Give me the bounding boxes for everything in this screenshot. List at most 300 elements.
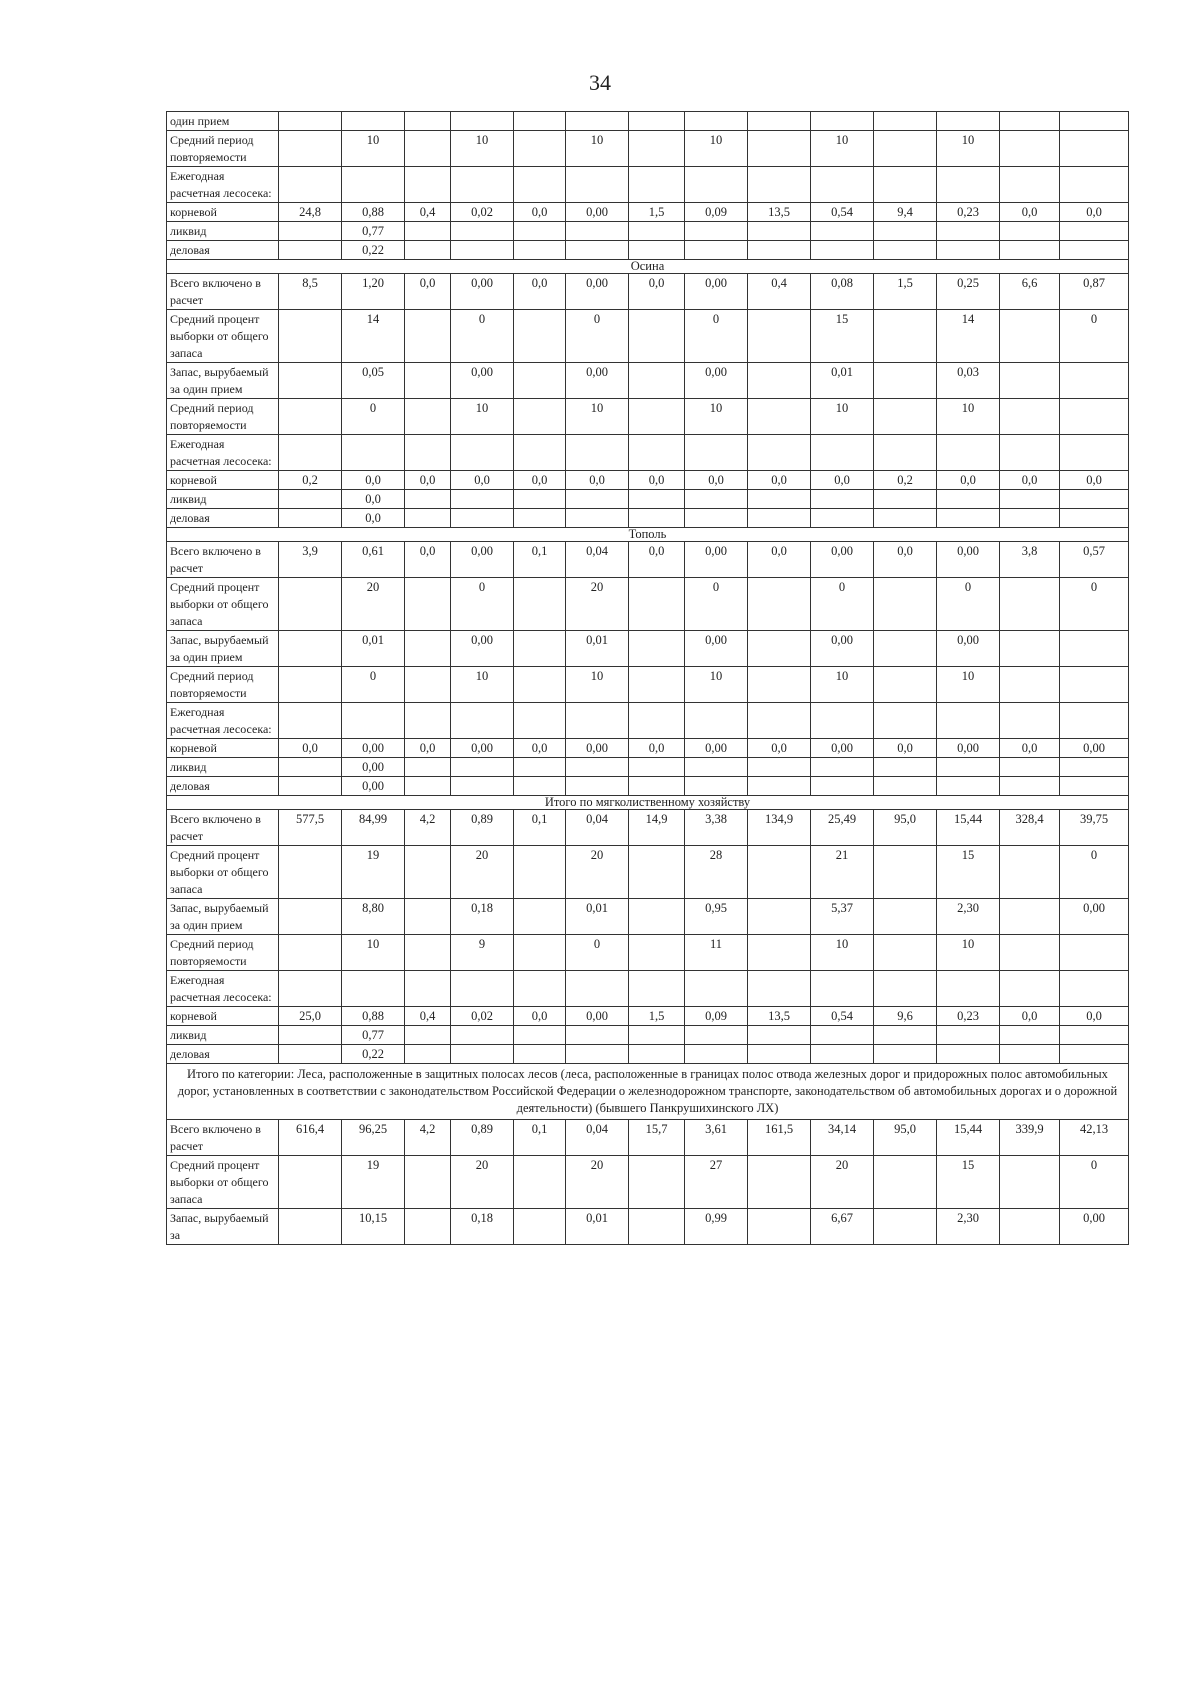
table-cell <box>279 1209 342 1245</box>
table-row <box>167 241 1129 260</box>
table-cell: 0,88 <box>342 1007 405 1026</box>
table-cell <box>566 167 629 203</box>
table-cell <box>685 241 748 260</box>
table-cell <box>405 971 451 1007</box>
table-row <box>167 1007 1129 1026</box>
table-cell <box>874 112 937 131</box>
table-cell <box>514 310 566 363</box>
table-cell <box>874 1156 937 1209</box>
table-cell <box>629 490 685 509</box>
table-cell <box>1000 935 1060 971</box>
table-cell <box>874 131 937 167</box>
table-cell: 134,9 <box>748 810 811 846</box>
table-cell: 0,4 <box>748 274 811 310</box>
category-title-row <box>167 1064 1129 1120</box>
table-cell <box>1000 899 1060 935</box>
row-label: корневой <box>167 739 279 758</box>
table-row <box>167 739 1129 758</box>
table-cell: 0,08 <box>811 274 874 310</box>
table-cell: 0,0 <box>1000 739 1060 758</box>
table-row <box>167 274 1129 310</box>
table-cell <box>811 1026 874 1045</box>
table-cell: 161,5 <box>748 1120 811 1156</box>
table-cell <box>1000 131 1060 167</box>
table-cell <box>629 777 685 796</box>
row-label: Средний период повторяемости <box>167 399 279 435</box>
table-cell <box>405 631 451 667</box>
row-label: деловая <box>167 1045 279 1064</box>
table-row <box>167 1026 1129 1045</box>
table-row <box>167 758 1129 777</box>
table-cell: 0 <box>685 310 748 363</box>
table-cell <box>566 1026 629 1045</box>
table-cell: 2,30 <box>937 899 1000 935</box>
table-cell <box>1000 241 1060 260</box>
table-cell <box>1060 703 1129 739</box>
table-cell <box>405 667 451 703</box>
table-cell <box>279 846 342 899</box>
table-cell <box>1000 112 1060 131</box>
table-cell <box>629 578 685 631</box>
table-cell: 0,00 <box>566 1007 629 1026</box>
table-cell: 0,0 <box>1060 1007 1129 1026</box>
table-row <box>167 203 1129 222</box>
table-cell: 10 <box>566 667 629 703</box>
table-row <box>167 509 1129 528</box>
table-cell <box>1060 112 1129 131</box>
table-cell <box>514 112 566 131</box>
table-cell <box>514 777 566 796</box>
table-cell: 0,89 <box>451 810 514 846</box>
table-cell: 0,00 <box>451 363 514 399</box>
table-cell: 21 <box>811 846 874 899</box>
table-cell <box>1000 667 1060 703</box>
table-cell <box>1060 1026 1129 1045</box>
table-cell <box>514 1045 566 1064</box>
table-cell <box>1060 509 1129 528</box>
row-label: Всего включено в расчет <box>167 810 279 846</box>
table-cell <box>514 1156 566 1209</box>
table-cell: 4,2 <box>405 810 451 846</box>
table-cell <box>1060 1045 1129 1064</box>
row-label: ликвид <box>167 222 279 241</box>
table-cell <box>514 578 566 631</box>
table-cell <box>514 399 566 435</box>
table-cell <box>874 490 937 509</box>
table-cell: 0,0 <box>629 739 685 758</box>
table-cell <box>514 758 566 777</box>
table-cell <box>748 1026 811 1045</box>
table-cell: 15 <box>937 1156 1000 1209</box>
table-row <box>167 490 1129 509</box>
table-cell: 0,00 <box>451 631 514 667</box>
table-cell: 10,15 <box>342 1209 405 1245</box>
table-cell <box>279 241 342 260</box>
table-cell <box>1000 509 1060 528</box>
table-cell <box>629 1209 685 1245</box>
table-cell <box>1000 310 1060 363</box>
table-cell <box>279 112 342 131</box>
table-cell: 0,00 <box>566 203 629 222</box>
table-cell <box>405 1209 451 1245</box>
table-cell: 0,00 <box>685 363 748 399</box>
table-cell <box>874 667 937 703</box>
table-cell <box>514 131 566 167</box>
section-title-row <box>167 260 1129 274</box>
table-cell: 0 <box>451 310 514 363</box>
table-cell <box>451 971 514 1007</box>
table-cell: 4,2 <box>405 1120 451 1156</box>
table-cell <box>874 935 937 971</box>
table-cell: 19 <box>342 1156 405 1209</box>
table-cell: 0,0 <box>748 471 811 490</box>
table-cell <box>874 777 937 796</box>
table-body <box>167 112 1129 1245</box>
table-cell: 39,75 <box>1060 810 1129 846</box>
table-cell: 0,0 <box>279 739 342 758</box>
table-cell <box>685 971 748 1007</box>
table-cell <box>451 509 514 528</box>
table-cell: 0,0 <box>566 471 629 490</box>
table-cell <box>1000 1209 1060 1245</box>
row-label: Ежегодная расчетная лесосека: <box>167 703 279 739</box>
table-cell: 0,00 <box>685 542 748 578</box>
row-label: Всего включено в расчет <box>167 542 279 578</box>
table-cell: 0,23 <box>937 203 1000 222</box>
table-row <box>167 1045 1129 1064</box>
table-cell: 0,61 <box>342 542 405 578</box>
row-label: Средний период повторяемости <box>167 131 279 167</box>
table-cell: 10 <box>937 667 1000 703</box>
table-cell <box>514 222 566 241</box>
table-cell <box>1000 971 1060 1007</box>
table-cell <box>629 131 685 167</box>
table-cell: 339,9 <box>1000 1120 1060 1156</box>
row-label: Ежегодная расчетная лесосека: <box>167 971 279 1007</box>
table-cell: 0,77 <box>342 222 405 241</box>
table-cell <box>1000 1045 1060 1064</box>
table-cell <box>514 703 566 739</box>
table-cell: 20 <box>566 846 629 899</box>
table-cell: 0,4 <box>405 1007 451 1026</box>
table-cell <box>748 509 811 528</box>
row-label: ликвид <box>167 490 279 509</box>
table-cell <box>451 112 514 131</box>
table-cell <box>342 971 405 1007</box>
table-cell <box>405 846 451 899</box>
table-cell: 13,5 <box>748 1007 811 1026</box>
table-cell <box>279 1045 342 1064</box>
table-cell: 10 <box>566 399 629 435</box>
table-cell: 0,00 <box>566 274 629 310</box>
table-cell: 0,0 <box>342 509 405 528</box>
table-row <box>167 777 1129 796</box>
table-cell <box>874 703 937 739</box>
table-cell: 0 <box>342 667 405 703</box>
table-cell <box>405 1045 451 1064</box>
table-cell <box>874 167 937 203</box>
table-row <box>167 631 1129 667</box>
table-cell: 10 <box>937 131 1000 167</box>
row-label: Запас, вырубаемый за один прием <box>167 363 279 399</box>
table-cell <box>811 1045 874 1064</box>
table-cell <box>748 435 811 471</box>
table-cell: 10 <box>937 935 1000 971</box>
table-cell <box>685 1026 748 1045</box>
table-cell: 10 <box>811 399 874 435</box>
table-cell <box>811 167 874 203</box>
table-cell <box>405 899 451 935</box>
table-cell <box>514 509 566 528</box>
table-cell: 0 <box>811 578 874 631</box>
table-cell <box>748 846 811 899</box>
table-cell <box>811 971 874 1007</box>
table-cell <box>1000 1026 1060 1045</box>
table-cell: 0,2 <box>874 471 937 490</box>
table-cell <box>405 222 451 241</box>
table-cell <box>874 899 937 935</box>
table-cell: 0,01 <box>811 363 874 399</box>
row-label: деловая <box>167 241 279 260</box>
row-label: Всего включено в расчет <box>167 1120 279 1156</box>
table-cell <box>279 758 342 777</box>
table-cell <box>514 899 566 935</box>
table-cell <box>748 167 811 203</box>
row-label: корневой <box>167 1007 279 1026</box>
table-cell: 15,7 <box>629 1120 685 1156</box>
table-cell: 0,0 <box>629 471 685 490</box>
table-cell: 6,6 <box>1000 274 1060 310</box>
table-cell: 95,0 <box>874 1120 937 1156</box>
table-cell <box>1060 363 1129 399</box>
table-row <box>167 222 1129 241</box>
table-cell: 10 <box>342 935 405 971</box>
table-cell <box>629 435 685 471</box>
table-cell <box>514 971 566 1007</box>
table-cell: 0,00 <box>342 758 405 777</box>
table-cell <box>566 241 629 260</box>
table-row <box>167 471 1129 490</box>
table-cell: 0,88 <box>342 203 405 222</box>
table-cell: 0,0 <box>748 542 811 578</box>
table-row <box>167 167 1129 203</box>
table-cell <box>874 578 937 631</box>
table-cell <box>279 310 342 363</box>
table-cell <box>1060 131 1129 167</box>
table-cell <box>279 935 342 971</box>
table-cell <box>405 363 451 399</box>
table-cell <box>405 435 451 471</box>
table-cell: 3,9 <box>279 542 342 578</box>
table-cell: 0,00 <box>937 631 1000 667</box>
table-cell: 0,95 <box>685 899 748 935</box>
table-cell <box>629 310 685 363</box>
table-cell: 0,1 <box>514 542 566 578</box>
table-row <box>167 363 1129 399</box>
table-cell <box>748 1209 811 1245</box>
table-cell <box>451 1045 514 1064</box>
table-cell <box>279 1156 342 1209</box>
table-cell: 0,0 <box>1060 471 1129 490</box>
table-cell <box>405 703 451 739</box>
table-cell <box>514 363 566 399</box>
table-cell <box>1000 846 1060 899</box>
table-cell <box>748 131 811 167</box>
table-cell <box>629 399 685 435</box>
table-cell <box>1060 222 1129 241</box>
table-cell <box>1000 435 1060 471</box>
row-label: один прием <box>167 112 279 131</box>
table-cell: 10 <box>685 131 748 167</box>
table-cell: 13,5 <box>748 203 811 222</box>
table-cell <box>685 435 748 471</box>
table-cell <box>566 1045 629 1064</box>
row-label: ликвид <box>167 758 279 777</box>
category-title: Итого по категории: Леса, расположенные в защитных полосах лесов (леса, расположенные в границах полос отвода железных дорог и придорожных полос автомобильных дорог, установленных в соответствии с законодательством Российской Федерации о железнодорожном транспорте, законодательством об автомобильных дорогах и о дорожной деятельности) (бывшего Панкрушихинского ЛХ) <box>167 1064 1129 1120</box>
table-cell <box>405 241 451 260</box>
table-cell: 0,0 <box>514 1007 566 1026</box>
table-cell <box>514 1209 566 1245</box>
table-cell <box>685 112 748 131</box>
table-cell: 10 <box>811 935 874 971</box>
table-cell: 10 <box>937 399 1000 435</box>
table-cell <box>629 971 685 1007</box>
table-cell: 0,00 <box>1060 1209 1129 1245</box>
table-cell <box>405 167 451 203</box>
table-cell <box>279 435 342 471</box>
table-cell <box>514 1026 566 1045</box>
table-cell: 10 <box>342 131 405 167</box>
table-cell <box>874 310 937 363</box>
table-cell <box>874 758 937 777</box>
table-cell: 0,0 <box>405 542 451 578</box>
table-cell <box>685 1045 748 1064</box>
table-cell: 0,09 <box>685 203 748 222</box>
section-title: Осина <box>167 260 1129 274</box>
table-cell <box>748 631 811 667</box>
table-cell <box>748 758 811 777</box>
row-label: Запас, вырубаемый за один прием <box>167 631 279 667</box>
section-title-row <box>167 528 1129 542</box>
table-cell <box>748 703 811 739</box>
section-title-row <box>167 796 1129 810</box>
table-cell <box>748 1045 811 1064</box>
table-cell: 6,67 <box>811 1209 874 1245</box>
table-cell <box>874 1026 937 1045</box>
table-cell <box>874 363 937 399</box>
table-cell <box>405 935 451 971</box>
row-label: Средний процент выборки от общего запаса <box>167 310 279 363</box>
table-cell <box>937 112 1000 131</box>
table-cell: 1,5 <box>629 203 685 222</box>
table-cell: 95,0 <box>874 810 937 846</box>
table-cell: 8,5 <box>279 274 342 310</box>
table-cell <box>629 631 685 667</box>
table-cell <box>279 631 342 667</box>
table-cell <box>629 1156 685 1209</box>
table-cell <box>279 167 342 203</box>
table-cell: 0,54 <box>811 203 874 222</box>
table-cell <box>685 490 748 509</box>
table-cell <box>685 509 748 528</box>
table-cell <box>748 899 811 935</box>
table-cell <box>1000 758 1060 777</box>
table-cell <box>1060 399 1129 435</box>
row-label: Средний процент выборки от общего запаса <box>167 1156 279 1209</box>
table-cell: 0 <box>566 310 629 363</box>
table-cell <box>629 167 685 203</box>
table-cell <box>514 631 566 667</box>
row-label: Средний период повторяемости <box>167 935 279 971</box>
table-cell <box>1060 758 1129 777</box>
table-cell: 0,22 <box>342 1045 405 1064</box>
table-cell: 10 <box>685 667 748 703</box>
table-cell <box>937 1045 1000 1064</box>
table-cell: 0,0 <box>342 490 405 509</box>
table-cell <box>629 935 685 971</box>
table-cell <box>342 112 405 131</box>
table-cell: 0,0 <box>748 739 811 758</box>
table-cell <box>279 971 342 1007</box>
table-cell <box>937 509 1000 528</box>
table-cell: 0 <box>1060 578 1129 631</box>
table-cell <box>748 971 811 1007</box>
table-cell <box>629 758 685 777</box>
table-cell <box>937 222 1000 241</box>
table-cell <box>937 241 1000 260</box>
table-cell: 84,99 <box>342 810 405 846</box>
table-cell: 0,0 <box>1000 471 1060 490</box>
row-label: деловая <box>167 777 279 796</box>
table-cell <box>405 399 451 435</box>
table-cell <box>874 971 937 1007</box>
table-cell <box>405 1026 451 1045</box>
table-cell: 0 <box>937 578 1000 631</box>
table-cell <box>748 935 811 971</box>
table-cell <box>874 222 937 241</box>
table-cell: 5,37 <box>811 899 874 935</box>
section-title: Тополь <box>167 528 1129 542</box>
table-cell: 0,09 <box>685 1007 748 1026</box>
table-row <box>167 810 1129 846</box>
table-cell: 0,4 <box>405 203 451 222</box>
row-label: Запас, вырубаемый за <box>167 1209 279 1245</box>
table-cell: 0,89 <box>451 1120 514 1156</box>
table-cell: 10 <box>566 131 629 167</box>
table-cell: 0 <box>566 935 629 971</box>
table-cell <box>451 490 514 509</box>
table-row <box>167 971 1129 1007</box>
table-cell <box>405 777 451 796</box>
table-cell <box>937 1026 1000 1045</box>
table-row <box>167 435 1129 471</box>
table-cell <box>514 435 566 471</box>
table-cell: 34,14 <box>811 1120 874 1156</box>
table-cell: 9,4 <box>874 203 937 222</box>
table-cell <box>342 703 405 739</box>
table-cell: 0,0 <box>405 471 451 490</box>
table-row <box>167 935 1129 971</box>
table-cell <box>937 490 1000 509</box>
table-cell: 20 <box>566 578 629 631</box>
table-cell <box>405 758 451 777</box>
table-cell <box>1000 222 1060 241</box>
table-cell: 0,00 <box>1060 899 1129 935</box>
table-cell: 9,6 <box>874 1007 937 1026</box>
table-cell: 0,00 <box>342 739 405 758</box>
table-cell <box>874 399 937 435</box>
row-label: Запас, вырубаемый за один прием <box>167 899 279 935</box>
